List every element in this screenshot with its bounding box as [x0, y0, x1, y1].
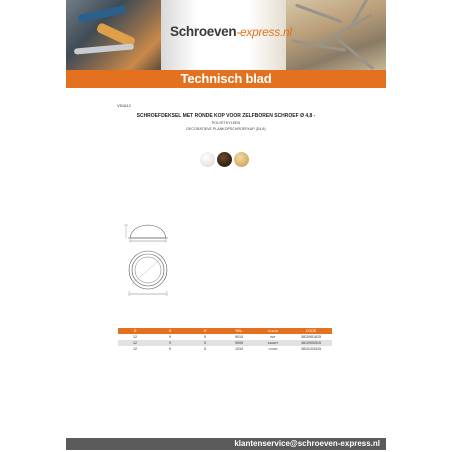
color-swatch-gold: [234, 152, 249, 167]
product-material: POLYETHYLEEN: [211, 121, 241, 125]
spec-table: [118, 328, 332, 352]
product-code: V51612: [117, 103, 131, 108]
table-cell: 9010: [235, 335, 243, 339]
table-cell: 5: [204, 335, 206, 339]
table-cell: VOOR: [268, 347, 278, 351]
table-cell: 12: [133, 347, 137, 351]
screws-photo: [286, 0, 386, 70]
table-cell: 9005: [235, 341, 243, 345]
table-header-cell: CODE: [305, 329, 317, 333]
tools-photo: [66, 0, 161, 70]
color-swatch-brown: [217, 152, 232, 167]
table-header-cell: H: [203, 329, 207, 333]
side-view-cap: [130, 225, 166, 238]
logo-accent-text: -express.nl: [236, 25, 292, 39]
footer-email-link[interactable]: klantenservice@schroeven-express.nl: [234, 439, 380, 448]
product-title: SCHROEFDEKSEL MET RONDE KOP VOOR ZELFBOREN SCHROEF Ø 4,8 -: [136, 113, 316, 119]
table-header-cell: RAL: [235, 329, 243, 333]
title-band: [66, 70, 386, 88]
color-swatch-white: [200, 152, 215, 167]
table-cell: 9: [169, 341, 171, 345]
table-cell: 12: [133, 335, 137, 339]
footer-bar: [66, 438, 386, 450]
header-banner: [66, 0, 386, 70]
table-cell: 9: [169, 347, 171, 351]
table-cell: 9: [169, 335, 171, 339]
table-row: [118, 346, 332, 352]
product-description: DECORATIEVE PLANKOPSCHROEFKAP (D4.8): [186, 127, 266, 131]
table-header-cell: H: [168, 329, 172, 333]
logo-main-text: Schroeven: [170, 24, 237, 39]
table-cell: 5: [204, 347, 206, 351]
page-title: Technisch blad: [180, 71, 272, 86]
table-cell: 3810900515: [301, 341, 321, 345]
technical-drawing: [118, 214, 198, 304]
table-header-cell: KLEUR: [267, 329, 278, 333]
table-cell: 12: [133, 341, 137, 345]
table-cell: 3810901815: [301, 335, 321, 339]
table-cell: 3810103415: [301, 347, 321, 351]
table-cell: WIT: [270, 335, 276, 339]
company-logo[interactable]: [170, 24, 292, 39]
table-cell: 1034: [235, 347, 243, 351]
table-cell: ZWART: [267, 341, 279, 345]
table-header-cell: D: [133, 329, 137, 333]
table-cell: 5: [204, 341, 206, 345]
